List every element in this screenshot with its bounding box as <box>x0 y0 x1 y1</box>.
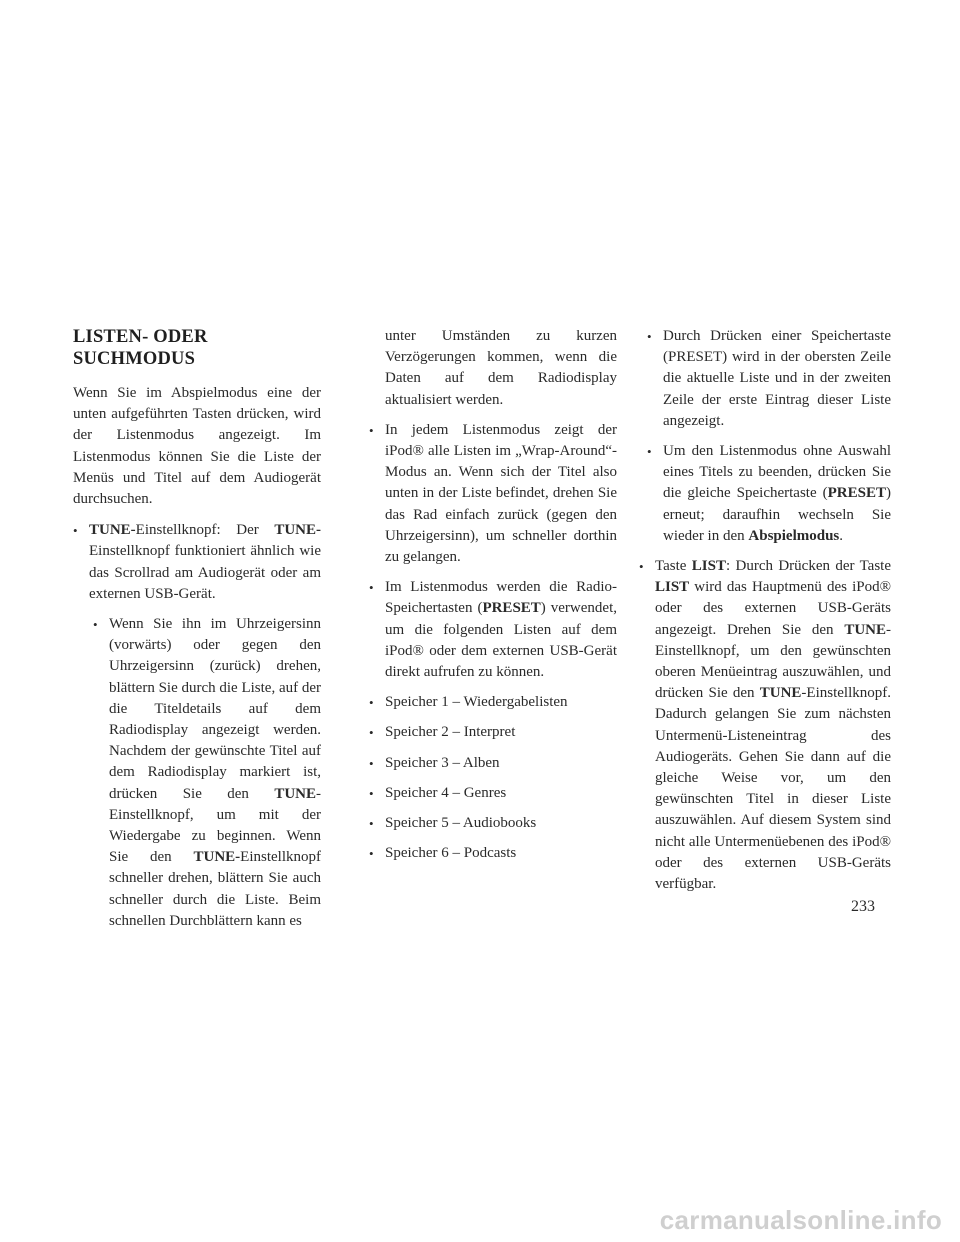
section-title <box>73 326 321 370</box>
list-item-memory-3: • Speicher 3 – Alben <box>369 753 617 774</box>
bullet-icon: • <box>369 785 374 801</box>
bullet-icon: • <box>369 846 374 862</box>
bullet-icon: • <box>369 695 374 711</box>
bullet-icon: • <box>639 559 644 575</box>
tune-knob-text: TUNE-Einstellknopf: Der TUNE-Einstellknopf funktioniert ähnlich wie das Scrollrad am Audiogerät oder am externen USB-Gerät. <box>89 522 321 602</box>
list-bold: LIST <box>655 579 690 596</box>
bullet-icon: • <box>369 755 374 771</box>
bullet-icon: • <box>369 816 374 832</box>
list-item-preset: • Im Listenmodus werden die Radio-Speichertasten (PRESET) verwendet, um die folgenden Listen auf dem iPod® oder dem externen USB-Gerät direkt aufrufen zu können. <box>369 579 617 681</box>
continuation-text: unter Umständen zu kurzen Verzögerungen kommen, wenn die Daten auf dem Radiodisplay aktualisiert werden. <box>385 328 617 408</box>
column-middle <box>369 326 617 873</box>
column-right <box>639 326 892 904</box>
list-item-memory-4: • Speicher 4 – Genres <box>369 783 617 804</box>
page-number: 233 <box>851 898 875 915</box>
tune-bold: TUNE- <box>193 849 241 866</box>
section-title-line2: SUCHMODUS <box>73 349 196 369</box>
watermark: carmanualsonline.info <box>659 1205 942 1235</box>
list-item-exit-list-mode: • Um den Listenmodus ohne Auswahl eines Titels zu beenden, drücken Sie die gleiche Speichertaste (PRESET) erneut; daraufhin wechseln Sie wieder in den Abspielmodus. <box>647 443 891 544</box>
bullet-icon: • <box>73 523 78 539</box>
bullet-icon: • <box>369 580 374 596</box>
rotate-text: Wenn Sie ihn im Uhrzeigersinn (vorwärts) oder gegen den Uhrzeigersinn (zurück) drehen, blättern Sie durch die Liste, auf der die Titeldetails auf dem Radiodisplay angezeigt werden. Nachdem der gewünschte Titel auf dem Radiodisplay markiert ist, drücken Sie den TUNE-Einstellknopf, um mit der Wiedergabe zu beginnen. Wenn Sie den TUNE-Einstellknopf schneller drehen, blättern Sie auch schneller durch die Liste. Beim schnellen Durchblättern kann es <box>109 616 322 929</box>
tune-bold: TUNE <box>844 621 886 638</box>
preset-bold: PRESET <box>482 600 541 617</box>
bullet-icon: • <box>369 725 374 741</box>
bullet-icon: • <box>369 422 374 438</box>
intro-paragraph: Wenn Sie im Abspielmodus eine der unten aufgeführten Tasten drücken, wird der Listenmodus angezeigt. Im Listenmodus können Sie die Liste der Menüs und Titel auf dem Audiogerät durchsuchen. <box>73 385 321 508</box>
tune-bold: TUNE <box>274 785 316 802</box>
preset-bold: PRESET <box>827 485 886 502</box>
list-item-memory-5: • Speicher 5 – Audiobooks <box>369 813 617 834</box>
list-item-memory-6: • Speicher 6 – Podcasts <box>369 843 617 864</box>
tune-bold: TUNE- <box>89 522 136 539</box>
list-item-press-preset: • Durch Drücken einer Speichertaste (PRESET) wird in der obersten Zeile die aktuelle Liste und in der zweiten Zeile der erste Eintrag dieser Liste angezeigt. <box>647 328 891 429</box>
list-item-memory-2: • Speicher 2 – Interpret <box>369 722 617 743</box>
list-item-memory-1: • Speicher 1 – Wiedergabelisten <box>369 692 617 713</box>
bullet-icon: • <box>647 329 652 344</box>
section-title-line1: LISTEN- ODER <box>73 327 208 347</box>
tune-bold: TUNE- <box>274 522 321 539</box>
tune-bold: TUNE <box>759 685 802 702</box>
bullet-icon: • <box>93 617 98 633</box>
column-left <box>73 326 321 941</box>
list-item-rotate <box>73 614 321 932</box>
list-item-list-button: • Taste LIST: Durch Drücken der Taste LIST wird das Hauptmenü des iPod® oder des externen USB-Geräts angezeigt. Drehen Sie den TUNE-Einstellknopf, um den gewünschten oberen Menüeintrag auszuwählen, und drücken Sie den TUNE-Einstellknopf. Dadurch gelangen Sie zum nächsten Untermenü-Listeneintrag des Audiogeräts. Gehen Sie dann auf die gleiche Weise vor, um den gewünschten Titel in dieser Liste auszuwählen. Auf diesem System sind nicht alle Untermenüebenen des iPod® oder des externen USB-Geräts verfügbar. <box>639 558 892 893</box>
play-mode-bold: Abspielmodus <box>748 527 840 544</box>
list-item-tune-knob <box>73 520 321 605</box>
bullet-icon: • <box>647 444 652 460</box>
list-item-wrap-around: • In jedem Listenmodus zeigt der iPod® alle Listen im „Wrap-Around“-Modus an. Wenn sich der Titel also unten in der Liste befindet, drehen Sie das Rad einfach zurück (gegen den Uhrzeigersinn), um schneller dorthin zu gelangen. <box>369 421 617 566</box>
list-bold: LIST <box>691 558 726 575</box>
